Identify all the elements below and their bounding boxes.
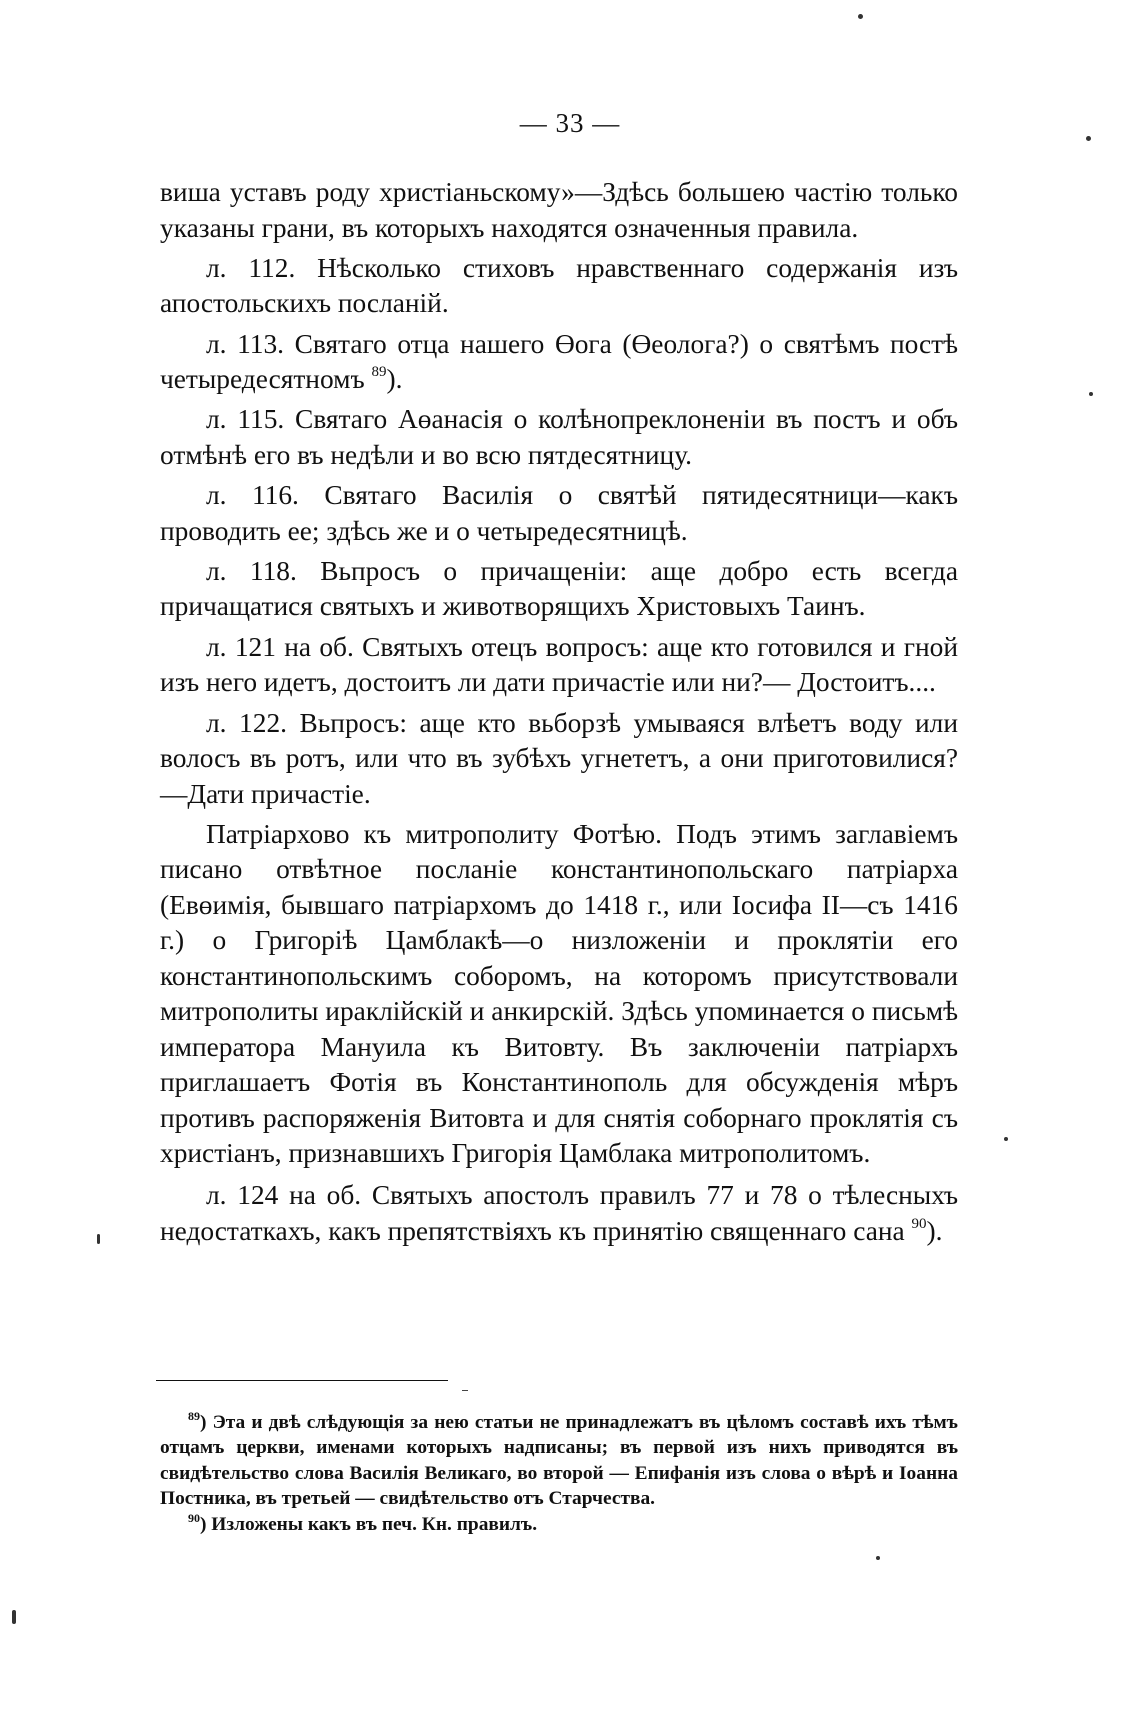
scan-speck [858, 14, 863, 19]
paragraph-l113-text: л. 113. Святаго отца нашего Өога (Өеолога?) о святѣмъ постѣ четыредесятномъ [160, 328, 958, 395]
footnote-89 [160, 1410, 958, 1512]
footnote-marker-90: 90 [188, 1510, 200, 1525]
divider-mark [462, 1390, 468, 1391]
footnote-text-89: ) Эта и двѣ слѣдующія за нею статьи не принадлежатъ въ цѣломъ составѣ ихъ тѣмъ отцамъ церкви, именами которыхъ надписаны; въ первой изъ нихъ приводятся въ свидѣтельство слова Василія Великаго, во второй — Епифанія изъ слова о вѣрѣ и Іоанна Постника, въ третьей — свидѣтельство отъ Старчества. [160, 1412, 958, 1510]
scan-speck [1086, 136, 1091, 141]
paragraph-l113-tail: ). [386, 364, 403, 395]
footnote-marker-89: 89 [188, 1409, 200, 1423]
paragraph-l124-text: л. 124 на об. Святыхъ апостолъ правилъ 77 и 78 о тѣлесныхъ недостаткахъ, какъ препятствіяхъ къ принятію священнаго сана [160, 1180, 958, 1246]
paragraph-continuation: виша уставъ роду христіаньскому»—Здѣсь большею частію только указаны грани, въ которыхъ находятся означенныя правила. [160, 177, 958, 243]
paragraph-l124-tail: ). [926, 1215, 943, 1246]
footnote-text-90: ) Изложены какъ въ печ. Кн. правилъ. [200, 1513, 538, 1535]
footnotes [160, 1410, 958, 1537]
paragraph-l113 [160, 327, 958, 398]
scan-speck [1004, 1137, 1008, 1141]
scan-speck [12, 1610, 16, 1624]
main-text [160, 175, 958, 1254]
footnote-ref-90[interactable]: 90 [911, 1215, 927, 1232]
paragraph-l112: л. 112. Нѣсколько стиховъ нравственнаго содержанія изъ апостольскихъ посланій. [160, 252, 958, 319]
footnote-90 [160, 1512, 958, 1537]
footnote-divider [156, 1380, 448, 1381]
paragraph-l122: л. 122. Вьпросъ: аще кто вьборзѣ умываяся влѣетъ воду или волосъ въ ротъ, или что въ зубѣхъ угнететъ, а они приготовилися?—Дати причастіе. [160, 707, 958, 809]
paragraph-l116: л. 116. Святаго Василія о святѣй пятидесятници—какъ проводить ее; здѣсь же и о четыредесятницѣ. [160, 480, 958, 546]
paragraph-l124 [160, 1178, 958, 1249]
paragraph-l118: л. 118. Вьпросъ о причащеніи: аще добро есть всегда причащатися святыхъ и животворящихъ Христовыхъ Таинъ. [160, 555, 958, 622]
scan-speck [97, 1234, 100, 1244]
page-number: — 33 — [519, 108, 621, 138]
paragraph-l121: л. 121 на об. Святыхъ отецъ вопросъ: аще кто готовился и гной изъ него идетъ, достоитъ ли дати причастіе или ни?— Достоитъ.... [160, 631, 958, 698]
scan-speck [1089, 392, 1093, 396]
footnote-ref-89[interactable]: 89 [371, 364, 387, 381]
scan-speck [876, 1556, 880, 1560]
paragraph-l115: л. 115. Святаго Аөанасія о колѣнопреклоненіи въ постъ и объ отмѣнѣ его въ недѣли и во всю пятдесятницу. [160, 404, 958, 470]
paragraph-patriarch-letter: Патріархово къ митрополиту Фотѣю. Подъ этимъ заглавіемъ писано отвѣтное посланіе константинопольскаго патріарха (Евөимія, бывшаго патріархомъ до 1418 г., или Іосифа II—съ 1416 г.) о Григоріѣ Цамблакѣ—о низложеніи и проклятіи его константинопольскимъ соборомъ, на которомъ присутствовали митрополиты ираклійскій и анкирскій. Здѣсь упоминается о письмѣ императора Мануила къ Витовту. Въ заключеніи патріархъ приглашаетъ Фотія въ Константинополь для обсужденія мѣръ противъ распоряженія Витовта и для снятія соборнаго проклятія съ христіанъ, признавшихъ Григорія Цамблака митрополитомъ. [160, 818, 958, 1169]
